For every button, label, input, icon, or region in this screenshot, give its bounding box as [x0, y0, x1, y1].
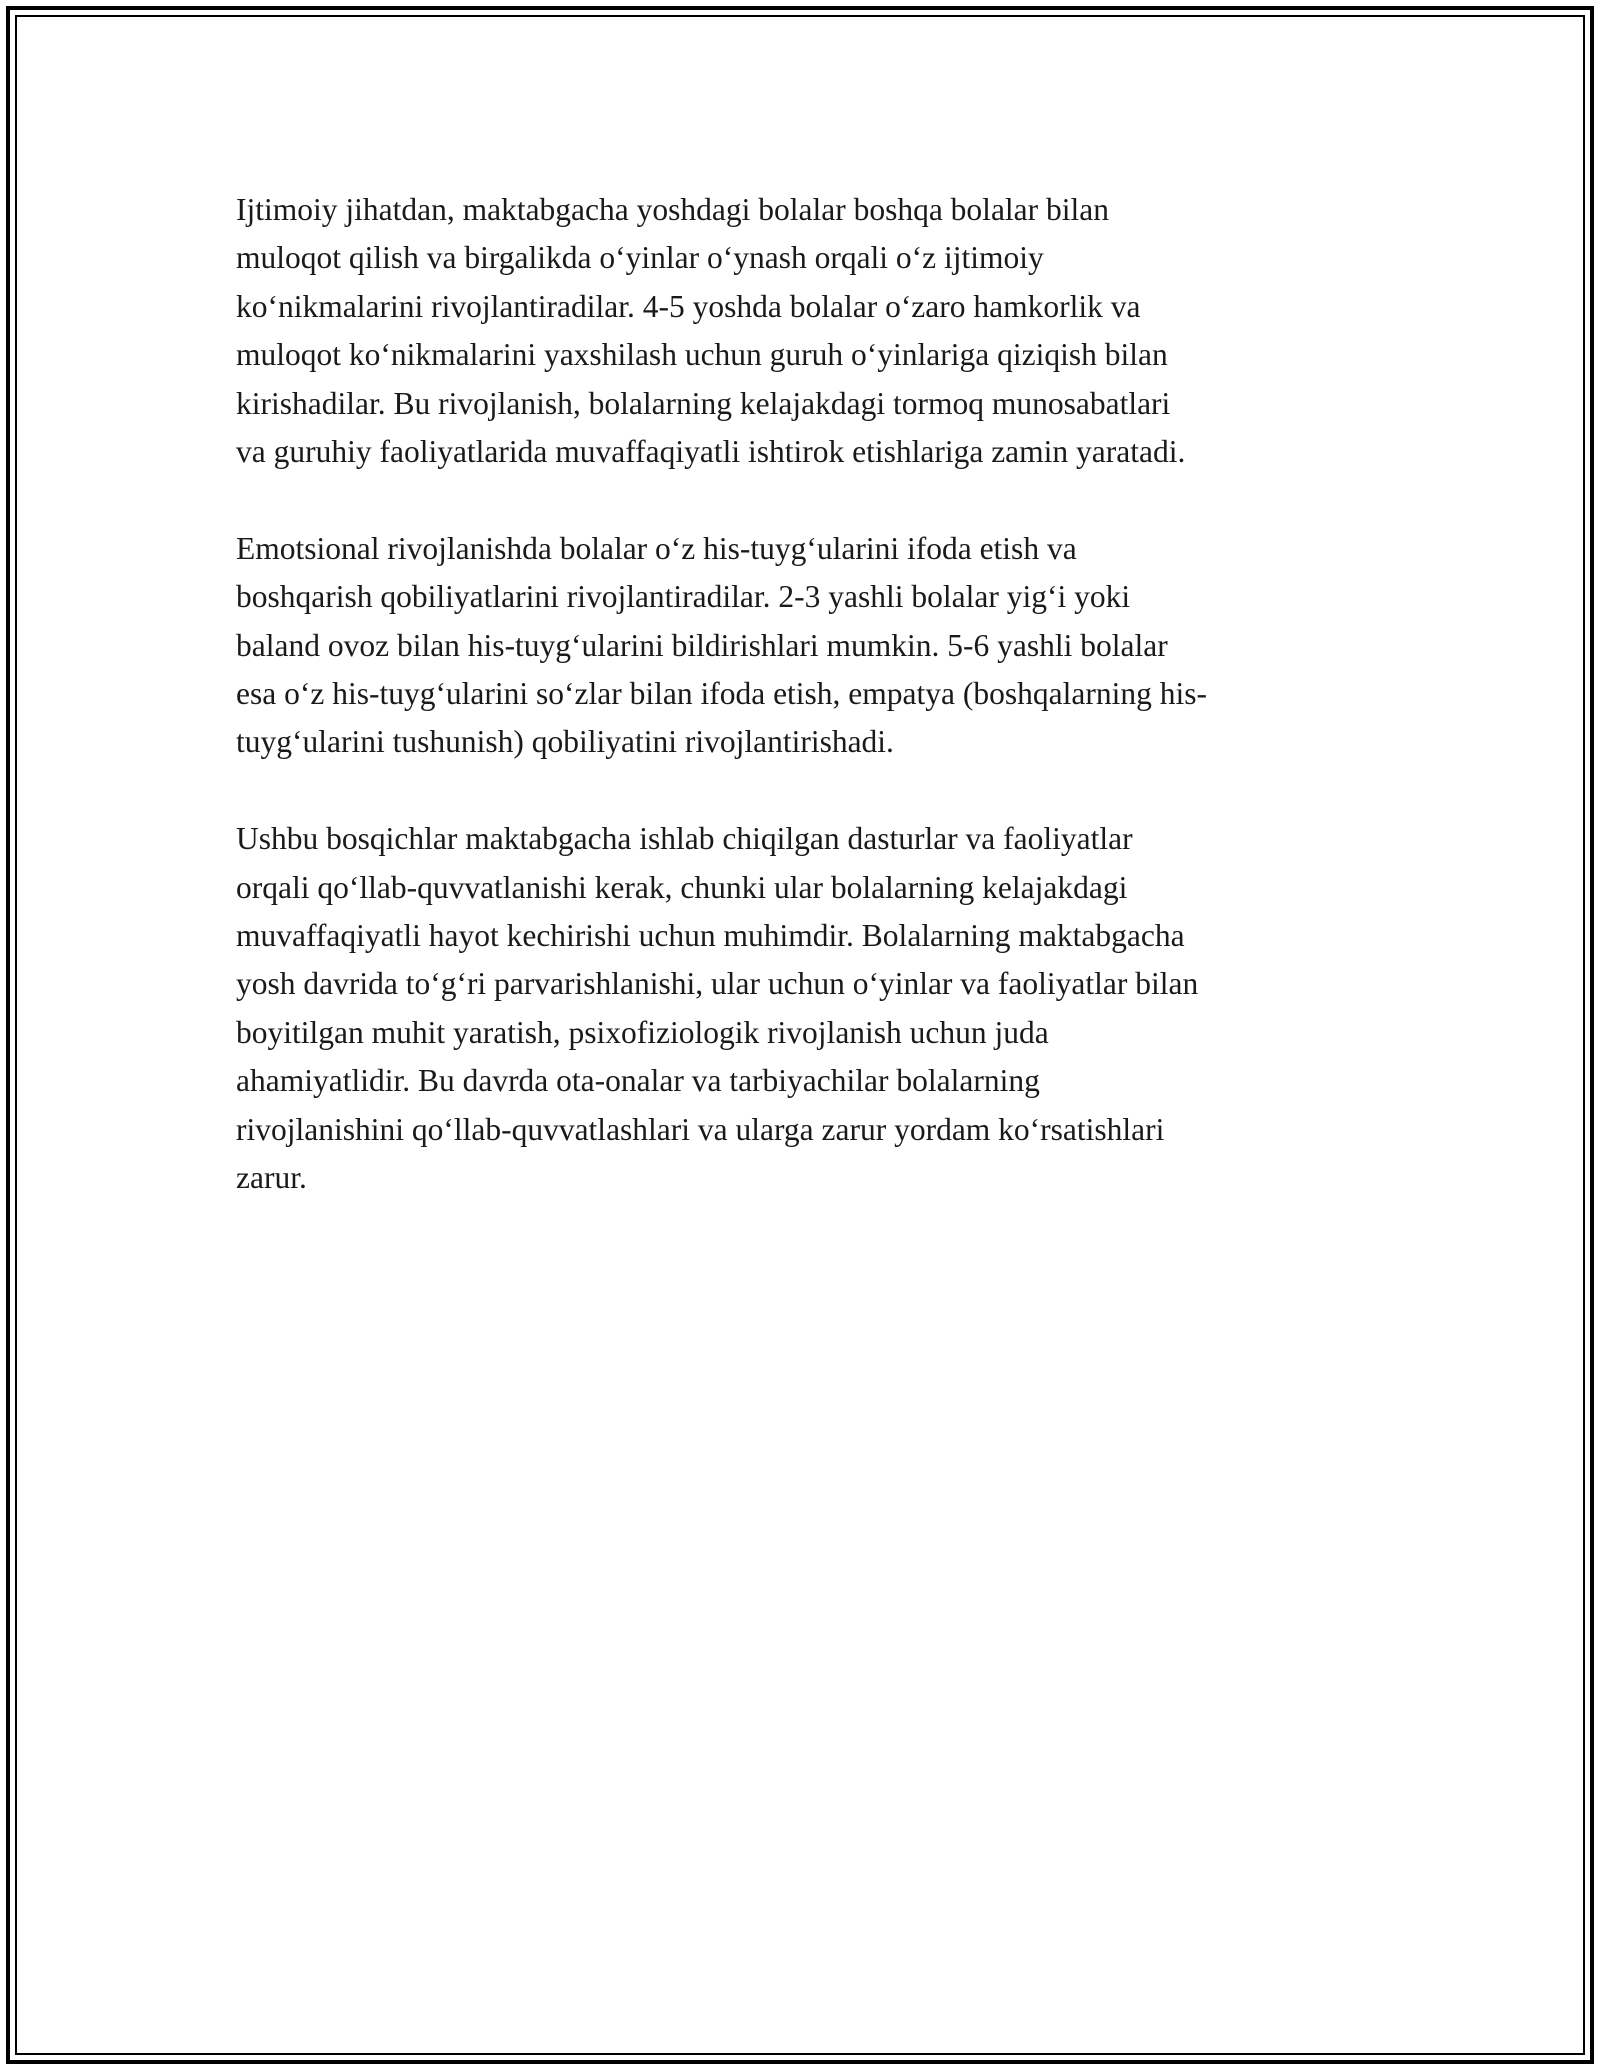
text-line: muvaffaqiyatli hayot kechirishi uchun muhimdir. Bolalarning maktabgacha: [236, 918, 1185, 954]
text-line: yosh davrida to‘g‘ri parvarishlanishi, ular uchun o‘yinlar va faoliyatlar bilan: [236, 966, 1199, 1002]
text-line: ahamiyatlidir. Bu davrda ota-onalar va tarbiyachilar bolalarning: [236, 1063, 1040, 1099]
text-line: zarur.: [236, 1160, 307, 1196]
text-line: esa o‘z his-tuyg‘ularini so‘zlar bilan ifoda etish, empatya (boshqalarning his-: [236, 676, 1207, 712]
text-line: ko‘nikmalarini rivojlantiradilar. 4-5 yoshda bolalar o‘zaro hamkorlik va: [236, 288, 1141, 324]
text-line: orqali qo‘llab-quvvatlanishi kerak, chunki ular bolalarning kelajakdagi: [236, 869, 1128, 905]
text-line: muloqot qilish va birgalikda o‘yinlar o‘ynash orqali o‘z ijtimoiy: [236, 240, 1044, 276]
text-line: Ushbu bosqichlar maktabgacha ishlab chiqilgan dasturlar va faoliyatlar: [236, 821, 1133, 857]
paragraph-emotional-development: [236, 525, 1386, 767]
text-line: rivojlanishini qo‘llab-quvvatlashlari va ularga zarur yordam ko‘rsatishlari: [236, 1111, 1165, 1147]
text-line: Emotsional rivojlanishda bolalar o‘z his-tuyg‘ularini ifoda etish va: [236, 530, 1077, 566]
document-body: [236, 186, 1386, 1251]
text-line: va guruhiy faoliyatlarida muvaffaqiyatli ishtirok etishlariga zamin yaratadi.: [236, 434, 1186, 470]
paragraph-social-development: [236, 186, 1386, 476]
text-line: Ijtimoiy jihatdan, maktabgacha yoshdagi bolalar boshqa bolalar bilan: [236, 192, 1110, 227]
text-line: tuyg‘ularini tushunish) qobiliyatini rivojlantirishadi.: [236, 724, 894, 760]
text-line: baland ovoz bilan his-tuyg‘ularini bildirishlari mumkin. 5-6 yashli bolalar: [236, 627, 1168, 663]
text-line: boshqarish qobiliyatlarini rivojlantiradilar. 2-3 yashli bolalar yig‘i yoki: [236, 579, 1131, 615]
text-line: kirishadilar. Bu rivojlanish, bolalarning kelajakdagi tormoq munosabatlari: [236, 385, 1171, 421]
text-line: boyitilgan muhit yaratish, psixofiziologik rivojlanish uchun juda: [236, 1014, 1049, 1050]
text-line: muloqot ko‘nikmalarini yaxshilash uchun guruh o‘yinlariga qiziqish bilan: [236, 337, 1168, 373]
paragraph-support-stages: [236, 815, 1386, 1202]
